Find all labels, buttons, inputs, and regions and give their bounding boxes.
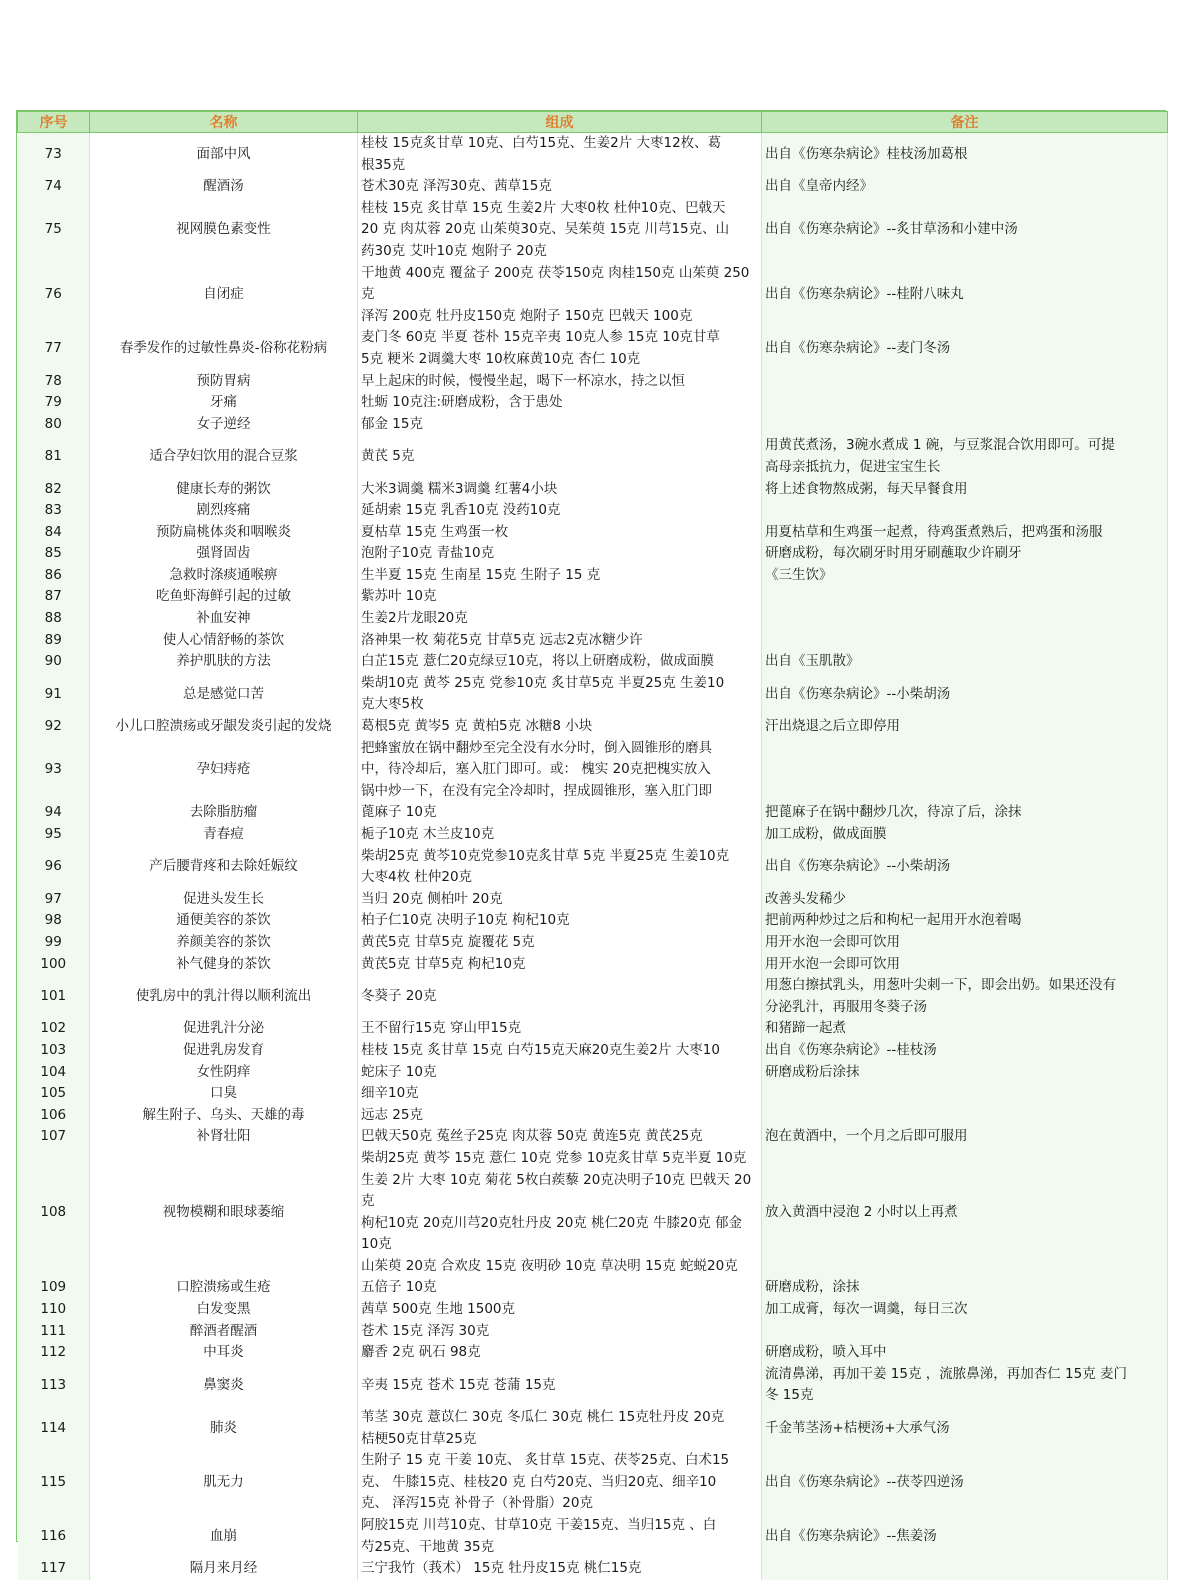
- row-number: 74: [18, 176, 90, 198]
- row-note: 将上述食物熬成粥，每天早餐食用: [762, 479, 1168, 501]
- row-name: 小儿口腔溃疡或牙龈发炎引起的发烧: [90, 716, 358, 738]
- table-row: [18, 1126, 1168, 1148]
- row-name: 养护肌肤的方法: [90, 651, 358, 673]
- header-note: 备注: [762, 112, 1168, 133]
- table-row: [18, 1277, 1168, 1299]
- row-number: 79: [18, 392, 90, 414]
- table-header: [18, 112, 1168, 133]
- row-name: 健康长寿的粥饮: [90, 479, 358, 501]
- row-number: 81: [18, 435, 90, 478]
- row-composition: 苇茎 30克 薏苡仁 30克 冬瓜仁 30克 桃仁 15克牡丹皮 20克 桔梗50克甘草25克: [358, 1407, 762, 1450]
- row-number: 80: [18, 414, 90, 436]
- row-name: 醒酒汤: [90, 176, 358, 198]
- table-row: [18, 522, 1168, 544]
- row-name: 视网膜色素变性: [90, 198, 358, 263]
- row-name: 补血安神: [90, 608, 358, 630]
- row-number: 109: [18, 1277, 90, 1299]
- row-note: 研磨成粉，每次刷牙时用牙刷蘸取少许刷牙: [762, 543, 1168, 565]
- table-row: [18, 889, 1168, 911]
- table-row: [18, 1407, 1168, 1450]
- row-note: 出自《伤寒杂病论》--炙甘草汤和小建中汤: [762, 198, 1168, 263]
- row-number: 83: [18, 500, 90, 522]
- row-note: 用葱白擦拭乳头，用葱叶尖刺一下，即会出奶。如果还没有 分泌乳汁，再服用冬葵子汤: [762, 975, 1168, 1018]
- row-composition: 泡附子10克 青盐10克: [358, 543, 762, 565]
- row-note: [762, 392, 1168, 414]
- row-note: 出自《伤寒杂病论》--桂枝汤: [762, 1040, 1168, 1062]
- row-composition: 柴胡25克 黄芩 15克 薏仁 10克 党参 10克炙甘草 5克半夏 10克 生姜 2片 大枣 10克 菊花 5枚白蒺藜 20克决明子10克 巴戟天 20克 枸杞10克 20克川芎20克牡丹皮 20克 桃仁20克 牛膝20克 郁金10克 山茱萸 20克 合欢皮 15克 夜明砂 10克 草决明 15克 蛇蜕20克: [358, 1148, 762, 1278]
- row-composition: 栀子10克 木兰皮10克: [358, 824, 762, 846]
- row-composition: 郁金 15克: [358, 414, 762, 436]
- row-composition: 辛夷 15克 苍术 15克 苍蒲 15克: [358, 1364, 762, 1407]
- row-note: 用开水泡一会即可饮用: [762, 954, 1168, 976]
- table-row: [18, 716, 1168, 738]
- row-composition: 干地黄 400克 覆盆子 200克 茯苓150克 肉桂150克 山茱萸 250克 泽泻 200克 牡丹皮150克 炮附子 150克 巴戟天 100克: [358, 263, 762, 328]
- row-composition: 苍术 15克 泽泻 30克: [358, 1321, 762, 1343]
- row-note: [762, 738, 1168, 803]
- row-note: 出自《皇帝内经》: [762, 176, 1168, 198]
- row-note: 汗出烧退之后立即停用: [762, 716, 1168, 738]
- row-name: 鼻窦炎: [90, 1364, 358, 1407]
- row-name: 强肾固齿: [90, 543, 358, 565]
- row-note: [762, 414, 1168, 436]
- row-note: 出自《伤寒杂病论》--桂附八味丸: [762, 263, 1168, 328]
- row-name: 产后腰背疼和去除妊娠纹: [90, 846, 358, 889]
- table-row: [18, 1299, 1168, 1321]
- row-number: 100: [18, 954, 90, 976]
- row-number: 99: [18, 932, 90, 954]
- row-composition: 桂枝 15克 炙甘草 15克 生姜2片 大枣0枚 杜仲10克、巴戟天 20 克 肉苁蓉 20克 山茱萸30克、吴茱萸 15克 川芎15克、山 药30克 艾叶10克 炮附子 20克: [358, 198, 762, 263]
- row-number: 117: [18, 1558, 90, 1580]
- table-row: [18, 824, 1168, 846]
- row-number: 115: [18, 1450, 90, 1515]
- row-name: 解生附子、乌头、天雄的毒: [90, 1105, 358, 1127]
- table-row: [18, 565, 1168, 587]
- row-note: 出自《伤寒杂病论》--茯苓四逆汤: [762, 1450, 1168, 1515]
- row-composition: 五倍子 10克: [358, 1277, 762, 1299]
- table-row: [18, 435, 1168, 478]
- row-composition: 黄芪5克 甘草5克 旋覆花 5克: [358, 932, 762, 954]
- table-row: [18, 738, 1168, 803]
- row-note: [762, 630, 1168, 652]
- row-number: 108: [18, 1148, 90, 1278]
- recipe-table-container: [16, 110, 1166, 1577]
- row-number: 97: [18, 889, 90, 911]
- row-number: 84: [18, 522, 90, 544]
- row-number: 93: [18, 738, 90, 803]
- table-row: [18, 1040, 1168, 1062]
- row-name: 去除脂肪瘤: [90, 802, 358, 824]
- row-note: 用黄芪煮汤，3碗水煮成 1 碗，与豆浆混合饮用即可。可提 高母亲抵抗力，促进宝宝生长: [762, 435, 1168, 478]
- table-row: [18, 1018, 1168, 1040]
- row-note: 千金苇茎汤+桔梗汤+大承气汤: [762, 1407, 1168, 1450]
- row-number: 77: [18, 327, 90, 370]
- row-name: 补气健身的茶饮: [90, 954, 358, 976]
- row-name: 使乳房中的乳汁得以顺利流出: [90, 975, 358, 1018]
- row-name: 预防扁桃体炎和咽喉炎: [90, 522, 358, 544]
- row-composition: 夏枯草 15克 生鸡蛋一枚: [358, 522, 762, 544]
- row-composition: 蛇床子 10克: [358, 1062, 762, 1084]
- row-name: 视物模糊和眼球萎缩: [90, 1148, 358, 1278]
- row-number: 98: [18, 910, 90, 932]
- row-composition: 黄芪5克 甘草5克 枸杞10克: [358, 954, 762, 976]
- row-note: [762, 1083, 1168, 1105]
- row-number: 76: [18, 263, 90, 328]
- row-name: 女子逆经: [90, 414, 358, 436]
- table-row: [18, 975, 1168, 1018]
- header-name: 名称: [90, 112, 358, 133]
- row-composition: 当归 20克 侧柏叶 20克: [358, 889, 762, 911]
- row-name: 剧烈疼痛: [90, 500, 358, 522]
- row-number: 85: [18, 543, 90, 565]
- table-row: [18, 651, 1168, 673]
- row-name: 吃鱼虾海鲜引起的过敏: [90, 586, 358, 608]
- row-name: 肌无力: [90, 1450, 358, 1515]
- row-note: 加工成粉，做成面膜: [762, 824, 1168, 846]
- row-number: 101: [18, 975, 90, 1018]
- row-name: 醉酒者醒酒: [90, 1321, 358, 1343]
- row-composition: 生半夏 15克 生南星 15克 生附子 15 克: [358, 565, 762, 587]
- row-composition: 生姜2片龙眼20克: [358, 608, 762, 630]
- table-row: [18, 630, 1168, 652]
- row-note: [762, 608, 1168, 630]
- row-name: 促进乳汁分泌: [90, 1018, 358, 1040]
- row-number: 116: [18, 1515, 90, 1558]
- row-note: 出自《玉肌散》: [762, 651, 1168, 673]
- table-row: [18, 910, 1168, 932]
- row-name: 血崩: [90, 1515, 358, 1558]
- row-note: 用夏枯草和生鸡蛋一起煮，待鸡蛋煮熟后，把鸡蛋和汤服: [762, 522, 1168, 544]
- row-number: 90: [18, 651, 90, 673]
- row-number: 104: [18, 1062, 90, 1084]
- row-name: 适合孕妇饮用的混合豆浆: [90, 435, 358, 478]
- table-row: [18, 802, 1168, 824]
- row-name: 白发变黑: [90, 1299, 358, 1321]
- row-note: [762, 500, 1168, 522]
- row-note: 流清鼻涕，再加干姜 15克 ，流脓鼻涕，再加杏仁 15克 麦门 冬 15克: [762, 1364, 1168, 1407]
- row-composition: 洛神果一枚 菊花5克 甘草5克 远志2克冰糖少许: [358, 630, 762, 652]
- row-composition: 桂枝 15克 炙甘草 15克 白芍15克天麻20克生姜2片 大枣10: [358, 1040, 762, 1062]
- table-row: [18, 500, 1168, 522]
- row-composition: 细辛10克: [358, 1083, 762, 1105]
- row-note: 用开水泡一会即可饮用: [762, 932, 1168, 954]
- row-composition: 柴胡25克 黄芩10克党参10克炙甘草 5克 半夏25克 生姜10克 大枣4枚 杜仲20克: [358, 846, 762, 889]
- row-number: 86: [18, 565, 90, 587]
- row-composition: 远志 25克: [358, 1105, 762, 1127]
- row-name: 促进头发生长: [90, 889, 358, 911]
- row-number: 94: [18, 802, 90, 824]
- row-number: 107: [18, 1126, 90, 1148]
- row-composition: 生附子 15 克 干姜 10克、 炙甘草 15克、茯苓25克、白术15 克、 牛膝15克、桂枝20 克 白芍20克、当归20克、细辛10 克、 泽泻15克 补骨子（补骨脂）20克: [358, 1450, 762, 1515]
- row-note: 研磨成粉后涂抹: [762, 1062, 1168, 1084]
- row-composition: 麝香 2克 矾石 98克: [358, 1342, 762, 1364]
- row-note: 出自《伤寒杂病论》桂枝汤加葛根: [762, 133, 1168, 177]
- row-number: 82: [18, 479, 90, 501]
- row-name: 肺炎: [90, 1407, 358, 1450]
- row-note: [762, 1105, 1168, 1127]
- row-number: 103: [18, 1040, 90, 1062]
- table-row: [18, 1450, 1168, 1515]
- row-composition: 柏子仁10克 决明子10克 枸杞10克: [358, 910, 762, 932]
- table-row: [18, 543, 1168, 565]
- row-composition: 紫苏叶 10克: [358, 586, 762, 608]
- row-name: 青春痘: [90, 824, 358, 846]
- row-name: 促进乳房发育: [90, 1040, 358, 1062]
- row-composition: 巴戟天50克 菟丝子25克 肉苁蓉 50克 黄连5克 黄芪25克: [358, 1126, 762, 1148]
- row-composition: 桂枝 15克炙甘草 10克、白芍15克、生姜2片 大枣12枚、葛 根35克: [358, 133, 762, 177]
- row-name: 通便美容的茶饮: [90, 910, 358, 932]
- table-row: [18, 1515, 1168, 1558]
- table-row: [18, 263, 1168, 328]
- table-row: [18, 954, 1168, 976]
- row-composition: 黄芪 5克: [358, 435, 762, 478]
- row-note: 出自《伤寒杂病论》--小柴胡汤: [762, 673, 1168, 716]
- row-number: 87: [18, 586, 90, 608]
- row-number: 102: [18, 1018, 90, 1040]
- row-name: 口腔溃疡或生疮: [90, 1277, 358, 1299]
- row-note: 泡在黄酒中，一个月之后即可服用: [762, 1126, 1168, 1148]
- row-composition: 王不留行15克 穿山甲15克: [358, 1018, 762, 1040]
- row-note: 把蓖麻子在锅中翻炒几次，待凉了后，涂抹: [762, 802, 1168, 824]
- table-row: [18, 1364, 1168, 1407]
- row-name: 总是感觉口苦: [90, 673, 358, 716]
- row-name: 孕妇痔疮: [90, 738, 358, 803]
- table-row: [18, 1342, 1168, 1364]
- row-composition: 早上起床的时候，慢慢坐起，喝下一杯凉水，持之以恒: [358, 371, 762, 393]
- row-composition: 茜草 500克 生地 1500克: [358, 1299, 762, 1321]
- row-composition: 冬葵子 20克: [358, 975, 762, 1018]
- row-name: 补肾壮阳: [90, 1126, 358, 1148]
- row-number: 110: [18, 1299, 90, 1321]
- table-row: [18, 586, 1168, 608]
- row-note: [762, 1321, 1168, 1343]
- row-note: 研磨成粉，涂抹: [762, 1277, 1168, 1299]
- row-composition: 大米3调羹 糯米3调羹 红薯4小块: [358, 479, 762, 501]
- table-row: [18, 392, 1168, 414]
- row-composition: 把蜂蜜放在锅中翻炒至完全没有水分时，倒入圆锥形的磨具 中，待冷却后，塞入肛门即可。或： 槐实 20克把槐实放入 锅中炒一下，在没有完全冷却时，捏成圆锥形，塞入肛门即: [358, 738, 762, 803]
- row-name: 养颜美容的茶饮: [90, 932, 358, 954]
- row-name: 中耳炎: [90, 1342, 358, 1364]
- row-note: 把前两种炒过之后和枸杞一起用开水泡着喝: [762, 910, 1168, 932]
- table-row: [18, 673, 1168, 716]
- table-row: [18, 1148, 1168, 1278]
- row-number: 105: [18, 1083, 90, 1105]
- table-row: [18, 479, 1168, 501]
- row-name: 预防胃病: [90, 371, 358, 393]
- row-number: 88: [18, 608, 90, 630]
- table-row: [18, 198, 1168, 263]
- table-row: [18, 932, 1168, 954]
- table-row: [18, 1083, 1168, 1105]
- row-note: [762, 1558, 1168, 1580]
- row-note: 和猪蹄一起煮: [762, 1018, 1168, 1040]
- row-number: 73: [18, 133, 90, 177]
- row-name: 牙痛: [90, 392, 358, 414]
- table-row: [18, 608, 1168, 630]
- row-number: 112: [18, 1342, 90, 1364]
- table-row: [18, 371, 1168, 393]
- row-name: 隔月来月经: [90, 1558, 358, 1580]
- row-number: 91: [18, 673, 90, 716]
- row-name: 自闭症: [90, 263, 358, 328]
- table-row: [18, 846, 1168, 889]
- header-no: 序号: [18, 112, 90, 133]
- table-row: [18, 1321, 1168, 1343]
- row-composition: 三宁我竹（莪术） 15克 牡丹皮15克 桃仁15克: [358, 1558, 762, 1580]
- table-row: [18, 414, 1168, 436]
- row-note: 加工成膏，每次一调羹，每日三次: [762, 1299, 1168, 1321]
- row-note: [762, 586, 1168, 608]
- row-note: 《三生饮》: [762, 565, 1168, 587]
- row-note: 出自《伤寒杂病论》--焦姜汤: [762, 1515, 1168, 1558]
- row-composition: 苍术30克 泽泻30克、茜草15克: [358, 176, 762, 198]
- row-name: 急救时涤痰通喉痹: [90, 565, 358, 587]
- row-note: [762, 371, 1168, 393]
- row-name: 春季发作的过敏性鼻炎-俗称花粉病: [90, 327, 358, 370]
- row-name: 面部中风: [90, 133, 358, 177]
- table-body: [18, 133, 1168, 1580]
- row-name: 使人心情舒畅的茶饮: [90, 630, 358, 652]
- row-composition: 蓖麻子 10克: [358, 802, 762, 824]
- row-note: 出自《伤寒杂病论》--小柴胡汤: [762, 846, 1168, 889]
- row-number: 113: [18, 1364, 90, 1407]
- table-row: [18, 1105, 1168, 1127]
- row-composition: 阿胶15克 川芎10克、甘草10克 干姜15克、当归15克 、白 芍25克、干地黄 35克: [358, 1515, 762, 1558]
- table-row: [18, 1558, 1168, 1580]
- row-composition: 延胡索 15克 乳香10克 没药10克: [358, 500, 762, 522]
- row-note: 改善头发稀少: [762, 889, 1168, 911]
- table-row: [18, 133, 1168, 177]
- row-number: 95: [18, 824, 90, 846]
- row-number: 106: [18, 1105, 90, 1127]
- table-row: [18, 176, 1168, 198]
- row-number: 89: [18, 630, 90, 652]
- row-number: 92: [18, 716, 90, 738]
- row-composition: 葛根5克 黄岑5 克 黄柏5克 冰糖8 小块: [358, 716, 762, 738]
- row-number: 111: [18, 1321, 90, 1343]
- row-composition: 白芷15克 薏仁20克绿豆10克，将以上研磨成粉，做成面膜: [358, 651, 762, 673]
- row-composition: 牡蛎 10克注:研磨成粉，含于患处: [358, 392, 762, 414]
- row-number: 114: [18, 1407, 90, 1450]
- row-number: 78: [18, 371, 90, 393]
- row-composition: 麦门冬 60克 半夏 苍朴 15克辛夷 10克人参 15克 10克甘草 5克 粳米 2调羹大枣 10枚麻黄10克 杏仁 10克: [358, 327, 762, 370]
- header-composition: 组成: [358, 112, 762, 133]
- row-note: 出自《伤寒杂病论》--麦门冬汤: [762, 327, 1168, 370]
- row-name: 口臭: [90, 1083, 358, 1105]
- row-note: 放入黄酒中浸泡 2 小时以上再煮: [762, 1148, 1168, 1278]
- table-row: [18, 327, 1168, 370]
- row-number: 75: [18, 198, 90, 263]
- table-row: [18, 1062, 1168, 1084]
- row-composition: 柴胡10克 黄芩 25克 党参10克 炙甘草5克 半夏25克 生姜10 克大枣5枚: [358, 673, 762, 716]
- recipe-table: [17, 111, 1168, 1580]
- row-note: 研磨成粉，喷入耳中: [762, 1342, 1168, 1364]
- row-name: 女性阴痒: [90, 1062, 358, 1084]
- row-number: 96: [18, 846, 90, 889]
